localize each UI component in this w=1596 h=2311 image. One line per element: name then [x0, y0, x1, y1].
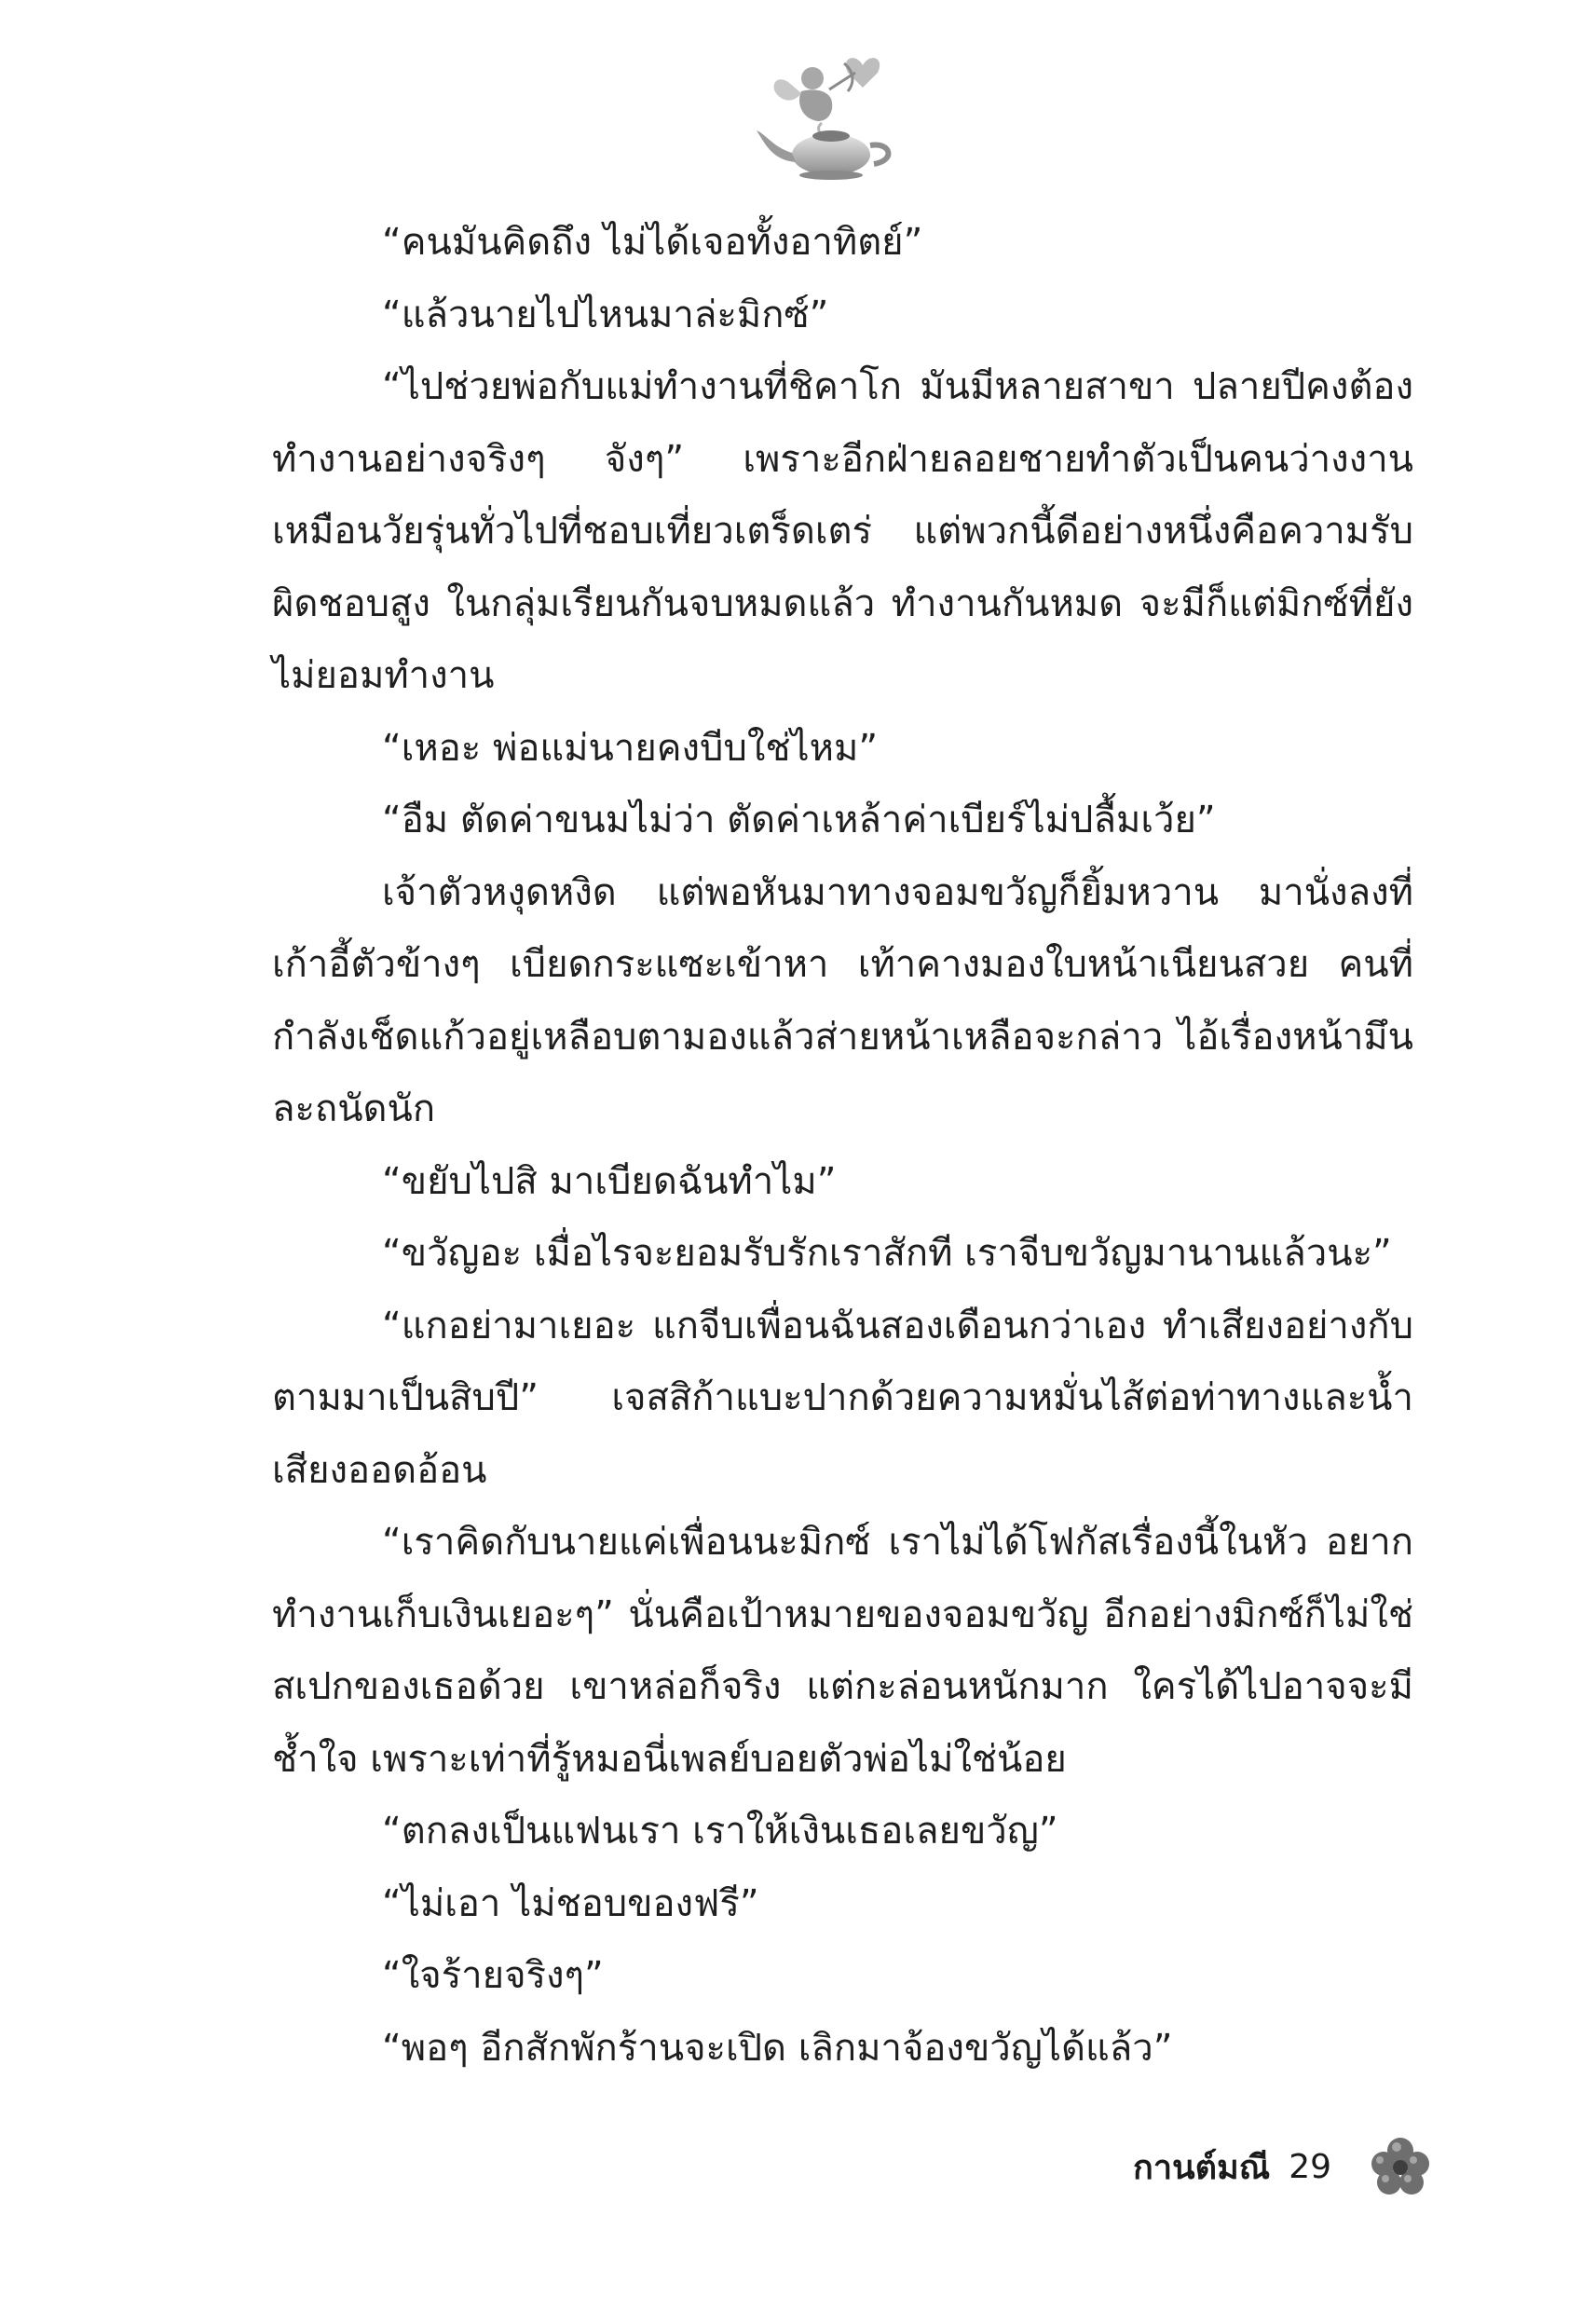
paragraph: เจ้าตัวหงุดหงิด แต่พอหันมาทางจอมขวัญก็ยิ้มหวาน มานั่งลงที่เก้าอี้ตัวข้างๆ เบียดกระแซะเข้าหา เท้าคางมองใบหน้าเนียนสวย คนที่กำลังเช็ดแก้วอยู่เหลือบตามองแล้วส่ายหน้าเหลือจะกล่าว ไอ้เรื่องหน้ามึนละถนัดนัก: [272, 870, 1413, 1130]
flower-ornament-icon: [1363, 2134, 1438, 2199]
paragraph: “ไปช่วยพ่อกับแม่ทำงานที่ชิคาโก มันมีหลายสาขา ปลายปีคงต้องทำงานอย่างจริงๆ จังๆ” เพราะอีกฝ่ายลอยชายทำตัวเป็นคนว่างงานเหมือนวัยรุ่นทั่วไปที่ชอบเที่ยวเตร็ดเตร่ แต่พวกนี้ดีอย่างหนึ่งคือความรับผิดชอบสูง ในกลุ่มเรียนกันจบหมดแล้ว ทำงานกันหมด จะมีก็แต่มิกซ์ที่ยังไม่ยอมทำงาน: [272, 365, 1413, 697]
book-title: กานต์มณี: [1133, 2148, 1271, 2187]
paragraph: “แกอย่ามาเยอะ แกจีบเพื่อนฉันสองเดือนกว่าเอง ทำเสียงอย่างกับตามมาเป็นสิบปี” เจสสิก้าแบะปากด้วยความหมั่นไส้ต่อท่าทางและน้ำเสียงออดอ้อน: [272, 1304, 1413, 1492]
page-number: 29: [1289, 2147, 1331, 2186]
paragraph: “เหอะ พ่อแม่นายคงบีบใช่ไหม”: [382, 726, 879, 770]
paragraph: “คนมันคิดถึง ไม่ได้เจอทั้งอาทิตย์”: [382, 221, 923, 264]
paragraph: “เราคิดกับนายแค่เพื่อนนะมิกซ์ เราไม่ได้โฟกัสเรื่องนี้ในหัว อยากทำงานเก็บเงินเยอะๆ” นั่นคือเป้าหมายของจอมขวัญ อีกอย่างมิกซ์ก็ไม่ใช่สเปกของเธอด้วย เขาหล่อก็จริง แต่กะล่อนหนักมาก ใครได้ไปอาจจะมีช้ำใจ เพราะเท่าที่รู้หมอนี่เพลย์บอยตัวพ่อไม่ใช่น้อย: [272, 1521, 1413, 1781]
page-footer: [1133, 2134, 1438, 2199]
paragraph: “อืม ตัดค่าขนมไม่ว่า ตัดค่าเหล้าค่าเบียร์ไม่ปลื้มเว้ย”: [382, 799, 1216, 841]
paragraph: “แล้วนายไปไหนมาล่ะมิกซ์”: [382, 293, 829, 336]
paragraph: “ไม่เอา ไม่ชอบของฟรี”: [382, 1881, 759, 1925]
cupid-teapot-ornament-icon: [751, 45, 909, 185]
paragraph: “พอๆ อีกสักพักร้านจะเปิด เลิกมาจ้องขวัญได้แล้ว”: [382, 2026, 1173, 2070]
paragraph: “ขยับไปสิ มาเบียดฉันทำไม”: [382, 1159, 837, 1203]
paragraph: “ขวัญอะ เมื่อไรจะยอมรับรักเราสักที เราจีบขวัญมานานแล้วนะ”: [382, 1232, 1392, 1275]
paragraph: “ตกลงเป็นแฟนเรา เราให้เงินเธอเลยขวัญ”: [382, 1810, 1058, 1853]
paragraph: “ใจร้ายจริงๆ”: [382, 1954, 604, 1997]
body-text: [272, 207, 1413, 2085]
